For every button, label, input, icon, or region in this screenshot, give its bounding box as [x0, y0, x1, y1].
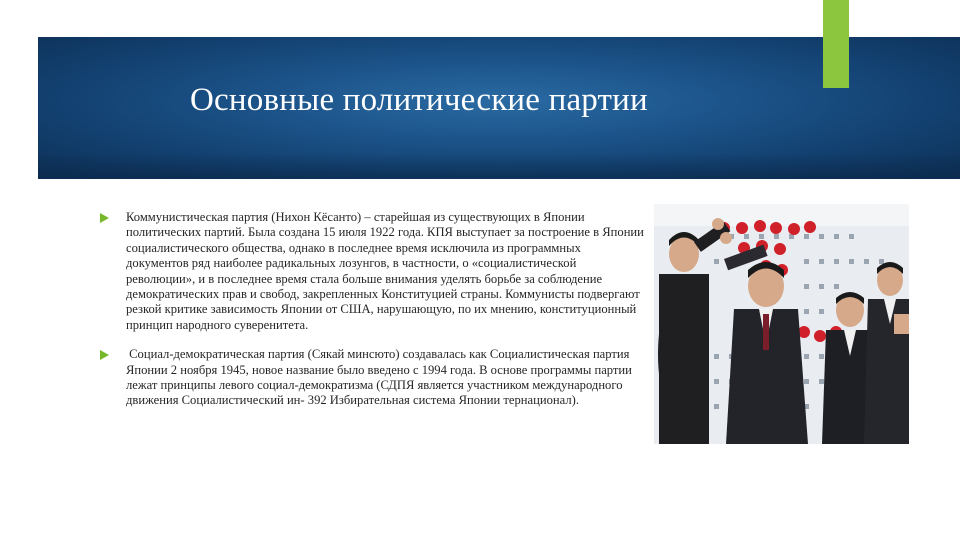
bullet-item-social-democratic-party — [100, 347, 645, 409]
triangle-bullet-icon — [100, 350, 109, 360]
bullet-text-communist-party: Коммунистическая партия (Нихон Кёсанто) – старейшая из существующих в Японии политических партий. Была создана 15 июля 1922 года. КПЯ выступает за построение в Японии социалистического общества, однако в последнее время исключила из программных документов ряд наиболее радикальных лозунгов, в частности, о «социалистической революции», и в последнее время стала больше внимания уделять борьбе за соблюдение демократических прав и свобод, закрепленных Конституцией страны. Коммунисты подвергают резкой критике зависимость Японии от США, нарушающую, по их мнению, конституционный принцип народного суверенитета. — [126, 210, 644, 332]
election-board-illustration — [654, 204, 909, 444]
bullet-item-communist-party — [100, 210, 645, 333]
slide-title: Основные политические партии — [190, 82, 648, 118]
bullet-text-social-democratic-party: Социал-демократическая партия (Сякай минсюто) создавалась как Социалистическая партия Японии 2 ноября 1945, новое название было введено с 1994 года. В основе программы партии лежат принципы левого социал-демократизма (СДПЯ является участником международного движения Социалистический ин- 392 Избирательная система Японии тернационал). — [126, 347, 636, 408]
triangle-bullet-icon — [100, 213, 109, 223]
bullet-list — [100, 210, 645, 409]
politicians-photo — [654, 204, 909, 444]
accent-bar — [823, 0, 849, 88]
